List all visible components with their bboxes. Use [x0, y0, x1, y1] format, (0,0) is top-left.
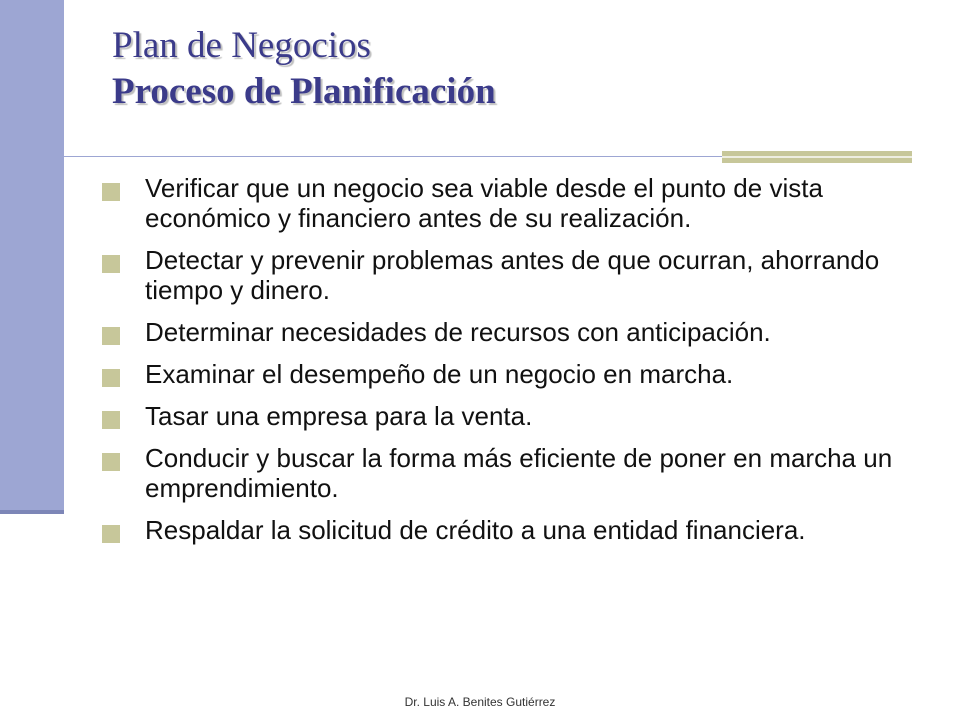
- bullet-text-4: Examinar el desempeño de un negocio en marcha.: [145, 359, 734, 389]
- square-bullet-icon: [102, 255, 120, 273]
- left-accent-bar-shadow: [0, 510, 64, 514]
- bullet-text-6: Conducir y buscar la forma más eficiente de poner en marcha un emprendimiento.: [145, 443, 893, 503]
- bullet-text-2: Detectar y prevenir problemas antes de que ocurran, ahorrando tiempo y dinero.: [145, 245, 880, 305]
- title-line-2: Proceso de Planificación: [112, 71, 496, 112]
- square-bullet-icon: [102, 183, 120, 201]
- bullet-text-3: Determinar necesidades de recursos con anticipación.: [145, 317, 771, 347]
- square-bullet-icon: [102, 453, 120, 471]
- square-bullet-icon: [102, 327, 120, 345]
- bullet-item-2: [102, 245, 922, 305]
- slide-title: [112, 24, 496, 116]
- bullet-item-5: [102, 401, 922, 431]
- bullet-item-7: [102, 515, 922, 545]
- title-divider-accent-line: [722, 156, 912, 158]
- bullet-item-4: [102, 359, 922, 389]
- title-line-1: Plan de Negocios: [112, 25, 371, 66]
- square-bullet-icon: [102, 525, 120, 543]
- bullet-text-1: Verificar que un negocio sea viable desde el punto de vista económico y financiero antes de su realización.: [145, 173, 823, 233]
- bullet-list: [102, 173, 922, 557]
- bullet-text-7: Respaldar la solicitud de crédito a una entidad financiera.: [145, 515, 806, 545]
- square-bullet-icon: [102, 411, 120, 429]
- bullet-item-6: [102, 443, 922, 503]
- footer-author: Dr. Luis A. Benites Gutiérrez: [404, 695, 556, 709]
- bullet-text-5: Tasar una empresa para la venta.: [145, 401, 533, 431]
- bullet-item-3: [102, 317, 922, 347]
- square-bullet-icon: [102, 369, 120, 387]
- left-accent-bar: [0, 0, 64, 512]
- bullet-item-1: [102, 173, 922, 233]
